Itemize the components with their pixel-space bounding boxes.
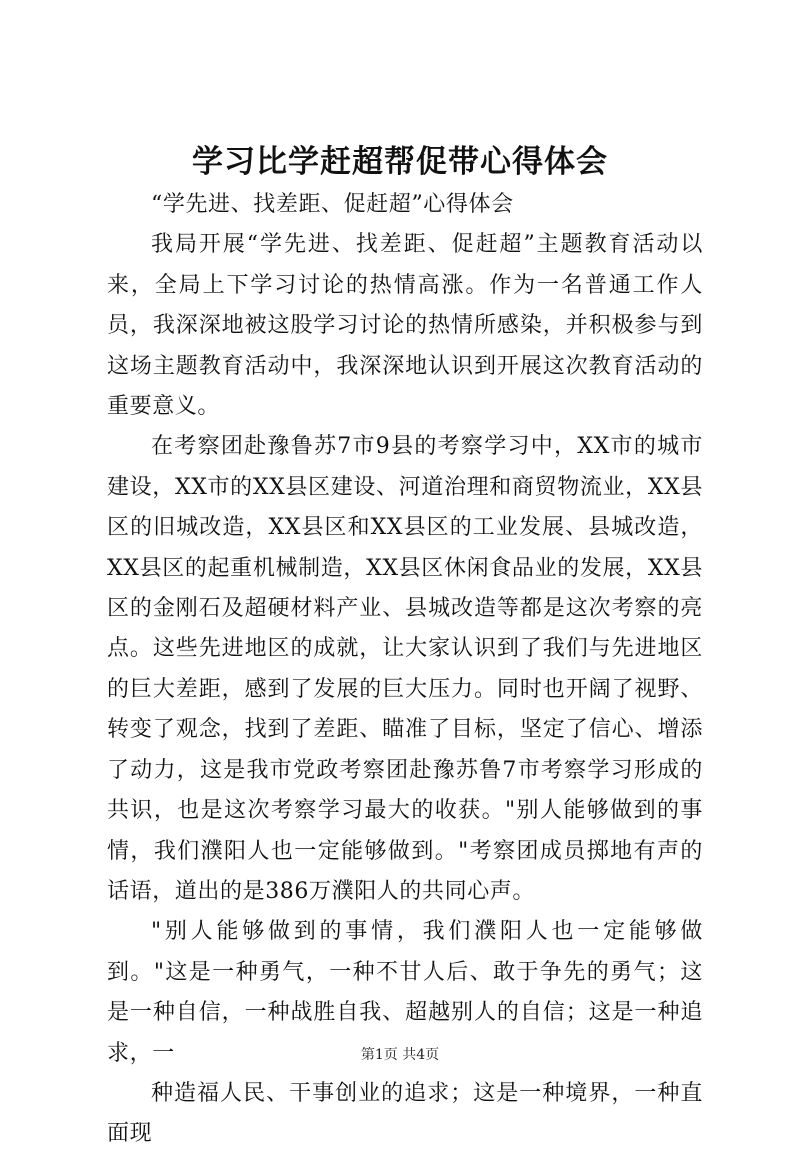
document-body bbox=[107, 185, 703, 1155]
document-title: 学习比学赶超帮促带心得体会 bbox=[192, 144, 608, 180]
paragraph-subtitle: “学先进、找差距、促赶超”心得体会 bbox=[151, 192, 514, 217]
paragraph-courage: "别人能够做到的事情，我们濮阳人也一定能够做到。"这是一种勇气，一种不甘人后、敢于争先的勇气；这是一种自信，一种战胜自我、超越别人的自信；这是一种追求，一 bbox=[107, 919, 703, 1066]
paragraph-continued: 种造福人民、干事创业的追求；这是一种境界，一种直面现 bbox=[107, 1080, 703, 1147]
paragraph-intro: 我局开展“学先进、找差距、促赶超”主题教育活动以来，全局上下学习讨论的热情高涨。作为一名普通工作人员，我深深地被这股学习讨论的热情所感染，并积极参与到这场主题教育活动中，我深深地认识到开展这次教育活动的重要意义。 bbox=[107, 232, 703, 420]
paragraph-inspection: 在考察团赴豫鲁苏7市9县的考察学习中，XX市的城市建设，XX市的XX县区建设、河道治理和商贸物流业，XX县区的旧城改造，XX县区和XX县区的工业发展、县城改造，XX县区的起重机械制造，XX县区休闲食品业的发展，XX县区的金刚石及超硬材料产业、县城改造等都是这次考察的亮点。这些先进地区的成就，让大家认识到了我们与先进地区的巨大差距，感到了发展的巨大压力。同时也开阔了视野、转变了观念，找到了差距、瞄准了目标，坚定了信心、增添了动力，这是我市党政考察团赴豫苏鲁7市考察学习形成的共识，也是这次考察学习最大的收获。"别人能够做到的事情，我们濮阳人也一定能够做到。"考察团成员掷地有声的话语，道出的是386万濮阳人的共同心声。 bbox=[107, 434, 703, 904]
page-number-footer: 第1页 共4页 bbox=[360, 1047, 440, 1063]
